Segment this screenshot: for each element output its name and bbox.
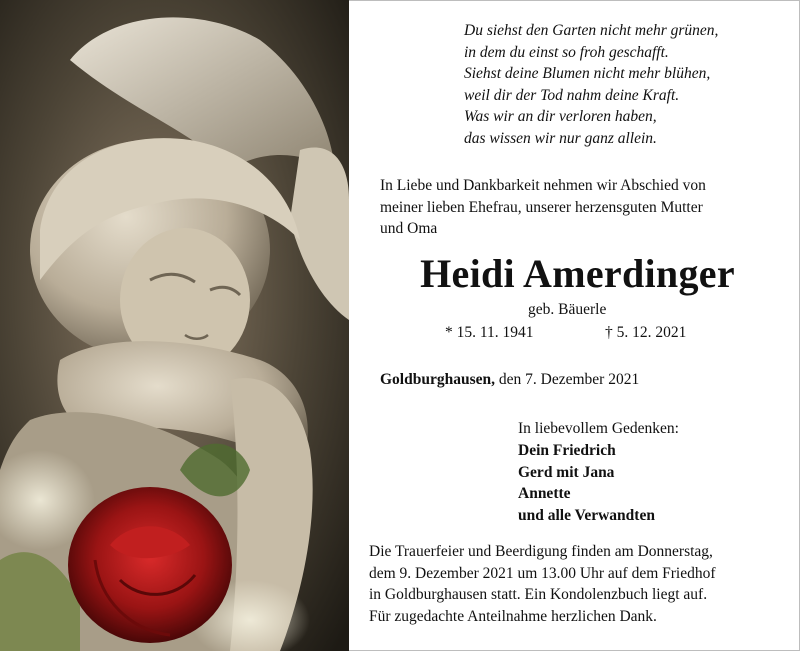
service-line: Die Trauerfeier und Beerdigung finden am Donnerstag, <box>369 543 713 560</box>
death-date: † 5. 12. 2021 <box>605 324 687 341</box>
mourner-name: und alle Verwandten <box>518 507 655 525</box>
poem-line: Was wir an dir verloren haben, <box>464 108 657 126</box>
angel-image <box>0 0 349 651</box>
poem-line: Du siehst den Garten nicht mehr grünen, <box>464 22 719 39</box>
mourner-name: Annette <box>518 485 571 503</box>
birth-date: * 15. 11. 1941 <box>445 324 534 341</box>
date: den 7. Dezember 2021 <box>495 371 640 388</box>
poem-line: das wissen wir nur ganz allein. <box>464 129 657 147</box>
mourner-name: Gerd mit Jana <box>518 463 615 481</box>
birth-name: geb. Bäuerle <box>528 301 607 318</box>
service-line: Für zugedachte Anteilnahme herzlichen Dank. <box>369 607 657 625</box>
poem-line: in dem du einst so froh geschafft. <box>464 43 669 61</box>
angel-photo <box>0 0 349 651</box>
mourner-name: Dein Friedrich <box>518 441 616 459</box>
service-line: dem 9. Dezember 2021 um 13.00 Uhr auf dem Friedhof <box>369 564 716 582</box>
intro-line: und Oma <box>380 220 438 238</box>
intro-text <box>380 175 706 240</box>
service-line: in Goldburghausen statt. Ein Kondolenzbuch liegt auf. <box>369 586 708 603</box>
deceased-name: Heidi Amerdinger <box>420 251 735 296</box>
poem <box>464 20 718 150</box>
mourners <box>518 418 679 527</box>
intro-line: In Liebe und Dankbarkeit nehmen wir Abschied von <box>380 177 706 194</box>
mourners-header: In liebevollem Gedenken: <box>518 420 679 437</box>
poem-line: weil dir der Tod nahm deine Kraft. <box>464 86 680 104</box>
place-date <box>380 371 639 389</box>
intro-line: meiner lieben Ehefrau, unserer herzensguten Mutter <box>380 198 703 216</box>
service-info <box>369 541 716 627</box>
poem-line: Siehst deine Blumen nicht mehr blühen, <box>464 65 711 83</box>
place: Goldburghausen, <box>380 371 496 388</box>
